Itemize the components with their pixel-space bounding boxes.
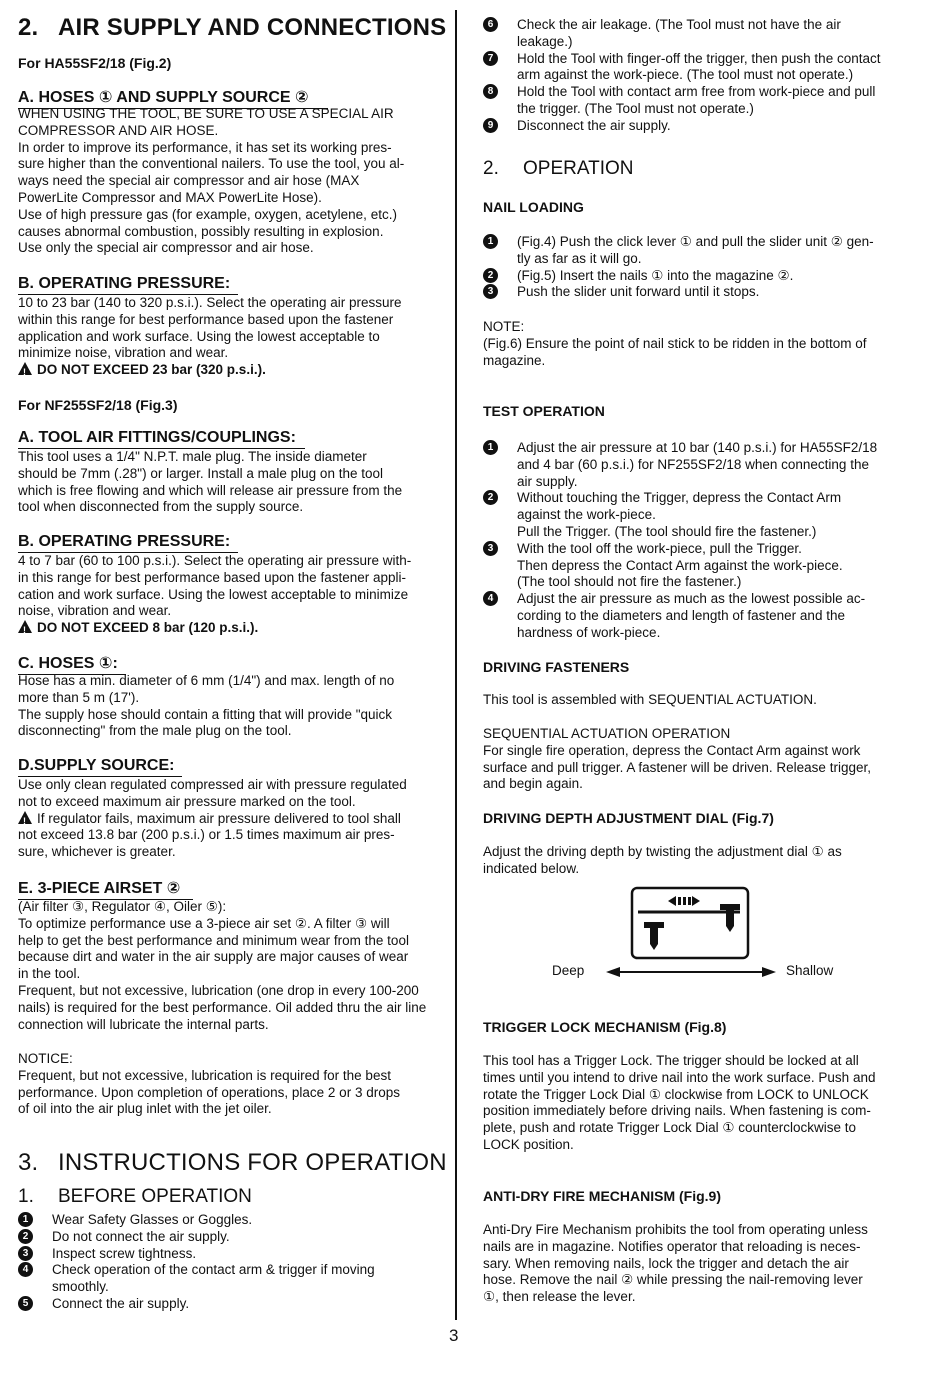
subheading-air-fittings: A. TOOL AIR FITTINGS/COUPLINGS:: [18, 429, 296, 447]
test-operation-list: [483, 440, 895, 642]
heading-test-operation: TEST OPERATION: [483, 403, 605, 419]
nail-loading-list: [483, 234, 895, 301]
warning-23-bar: !DO NOT EXCEED 23 bar (320 p.s.i.).: [18, 362, 430, 379]
column-divider: [455, 10, 457, 1320]
before-operation-list-continued: [483, 17, 895, 135]
list-item: 4 Adjust the air pressure as much as the lowest possible ac- cording to the diameters and length of fastener and the hardness of work-piece.: [483, 591, 895, 641]
model-heading-nf255: For NF255SF2/18 (Fig.3): [18, 397, 178, 413]
hoses-text: Hose has a min. diameter of 6 mm (1/4") and max. length of no more than 5 m (17'). The supply hose should contain a fitting that will provide "quick disconnecting" from the male plug on the tool.: [18, 673, 395, 739]
list-item: 2 Do not connect the air supply.: [18, 1229, 430, 1246]
warning-icon: [18, 362, 32, 375]
warning-icon: [18, 811, 32, 824]
driving-depth-text: Adjust the driving depth by twisting the adjustment dial ① as indicated below.: [483, 844, 842, 876]
operating-pressure-2-text: 4 to 7 bar (60 to 100 p.s.i.). Select the operating air pressure with- in this range for best performance based upon the fastener appli- cation and work surface. Using the lowest acceptable to minimize noise, vibration and wear.: [18, 553, 412, 619]
list-item: 2 Without touching the Trigger, depress the Contact Arm against the work-piece. Pull the Trigger. (The tool should fire the fastener.): [483, 490, 895, 540]
list-item: 9 Disconnect the air supply.: [483, 118, 895, 135]
notice-text: NOTICE: Frequent, but not excessive, lubrication is required for the best performance. Upon completion of operations, place 2 or 3 drops of oil into the air plug inlet with the jet oiler.: [18, 1051, 400, 1117]
subsection-heading-operation: 2. OPERATION: [483, 158, 634, 179]
list-item: 7 Hold the Tool with finger-off the trigger, then push the contact arm against the work-piece. (The tool must not operate.): [483, 51, 895, 85]
driving-fasteners-text: This tool is assembled with SEQUENTIAL ACTUATION.: [483, 692, 817, 707]
shallow-label: Shallow: [786, 963, 834, 978]
section-heading-instructions: 3. INSTRUCTIONS FOR OPERATION: [18, 1149, 447, 1176]
warning-icon: [18, 620, 32, 633]
list-item: 5 Connect the air supply.: [18, 1296, 430, 1313]
heading-anti-dry-fire: ANTI-DRY FIRE MECHANISM (Fig.9): [483, 1188, 721, 1204]
list-item: 3 Push the slider unit forward until it stops.: [483, 284, 895, 301]
list-item: 6 Check the air leakage. (The Tool must not have the air leakage.): [483, 17, 895, 51]
page-number: 3: [449, 1326, 459, 1345]
list-item: 1 Wear Safety Glasses or Goggles.: [18, 1212, 430, 1229]
anti-dry-fire-text: Anti-Dry Fire Mechanism prohibits the tool from operating unless nails are in magazine. Notifies operator that reloading is neces- sary. When removing nails, lock the trigger and detach the air hose. Remove the nail ② while pressing the nail-removing lever ①, then release the lever.: [483, 1222, 868, 1305]
heading-driving-fasteners: DRIVING FASTENERS: [483, 659, 630, 675]
deep-label: Deep: [552, 963, 585, 978]
subsection-heading-before-operation: 1. BEFORE OPERATION: [18, 1186, 252, 1207]
list-item: 3 With the tool off the work-piece, pull the Trigger. Then depress the Contact Arm against the work-piece. (The tool should not fire the fastener.): [483, 541, 895, 591]
operating-pressure-1-text: 10 to 23 bar (140 to 320 p.s.i.). Select the operating air pressure within this range for best performance based upon the fastener application and work surface. Using the lowest acceptable to minimize noise, vibration and wear.: [18, 295, 402, 361]
heading-nail-loading: NAIL LOADING: [483, 199, 584, 215]
subheading-supply-source: D.SUPPLY SOURCE:: [18, 757, 174, 775]
trigger-lock-text: This tool has a Trigger Lock. The trigger should be locked at all times until you intend to drive nail into the work surface. Push and rotate the Trigger Lock Dial ① clockwise from LOCK to UNLOCK position immediately before driving nails. When fastening is com- plete, push and rotate Trigger Lock Dial ① counterclockwise to LOCK position.: [483, 1053, 876, 1152]
list-item: 1 (Fig.4) Push the click lever ① and pull the slider unit ② gen- tly as far as it will go.: [483, 234, 895, 268]
subheading-operating-pressure-2: B. OPERATING PRESSURE:: [18, 533, 230, 551]
section-heading-air-supply: 2. AIR SUPPLY AND CONNECTIONS: [18, 14, 447, 41]
warning-8-bar: !DO NOT EXCEED 8 bar (120 p.s.i.).: [18, 620, 430, 637]
list-item: 4 Check operation of the contact arm & trigger if moving smoothly.: [18, 1262, 430, 1296]
subheading-hoses: C. HOSES ①:: [18, 653, 118, 673]
heading-trigger-lock: TRIGGER LOCK MECHANISM (Fig.8): [483, 1019, 727, 1035]
model-heading-ha55: For HA55SF2/18 (Fig.2): [18, 55, 172, 71]
subheading-airset: E. 3-PIECE AIRSET ②: [18, 878, 180, 898]
air-fittings-text: This tool uses a 1/4" N.P.T. male plug. The inside diameter should be 7mm (.28") or larger. Install a male plug on the tool which is free flowing and which will release air pressure from the tool when disconnected from the supply source.: [18, 449, 403, 515]
subheading-operating-pressure-1: B. OPERATING PRESSURE:: [18, 275, 230, 293]
list-item: 3 Inspect screw tightness.: [18, 1246, 430, 1263]
sequential-actuation-text: SEQUENTIAL ACTUATION OPERATION For single fire operation, depress the Contact Arm against work surface and pull trigger. A fastener will be driven. Release trigger, and begin again.: [483, 726, 871, 792]
airset-text: (Air filter ③, Regulator ④, Oiler ⑤): To optimize performance use a 3-piece air set ②. A filter ③ will help to get the best performance and minimum wear from the tool because dirt and water in the air supply are major causes of wear in the tool. Frequent, but not excessive, lubrication (one drop in every 100-200 nails) is required for the best performance. Oil added thru the air line connection will lubricate the internal parts.: [18, 899, 427, 1032]
list-item: 8 Hold the Tool with contact arm free from work-piece and pull the trigger. (The Tool must not operate.): [483, 84, 895, 118]
list-item: 1 Adjust the air pressure at 10 bar (140 p.s.i.) for HA55SF2/18 and 4 bar (60 p.s.i.) for NF255SF2/18 when connecting the air supply.: [483, 440, 895, 490]
supply-source-text: Use only clean regulated compressed air with pressure regulated not to exceed maximum air pressure marked on the tool. !If regulator fails, maximum air pressure delivered to tool shall not exceed 13.8 bar (200 p.s.i.) or 1.5 times maximum air pres- sure, whichever is greater.: [18, 777, 430, 861]
hoses-supply-text: WHEN USING THE TOOL, BE SURE TO USE A SPECIAL AIR COMPRESSOR AND AIR HOSE. In order to improve its performance, it has set its working pres- sure higher than the conventional nailers. To use the tool, you al- ways need the special air compressor and air hose (MAX PowerLite Compressor and MAX PowerLite Hose). Use of high pressure gas (for example, oxygen, acetylene, etc.) causes abnormal combustion, possibly resulting in explosion. Use only the special air compressor and air hose.: [18, 106, 405, 256]
heading-driving-depth: DRIVING DEPTH ADJUSTMENT DIAL (Fig.7): [483, 810, 774, 826]
depth-adjustment-diagram: [540, 884, 850, 984]
subheading-hoses-supply: A. HOSES ① AND SUPPLY SOURCE ②: [18, 87, 309, 107]
nail-loading-note: NOTE: (Fig.6) Ensure the point of nail stick to be ridden in the bottom of magazine.: [483, 319, 867, 368]
list-item: 2 (Fig.5) Insert the nails ① into the magazine ②.: [483, 268, 895, 285]
before-operation-list: [18, 1212, 430, 1313]
